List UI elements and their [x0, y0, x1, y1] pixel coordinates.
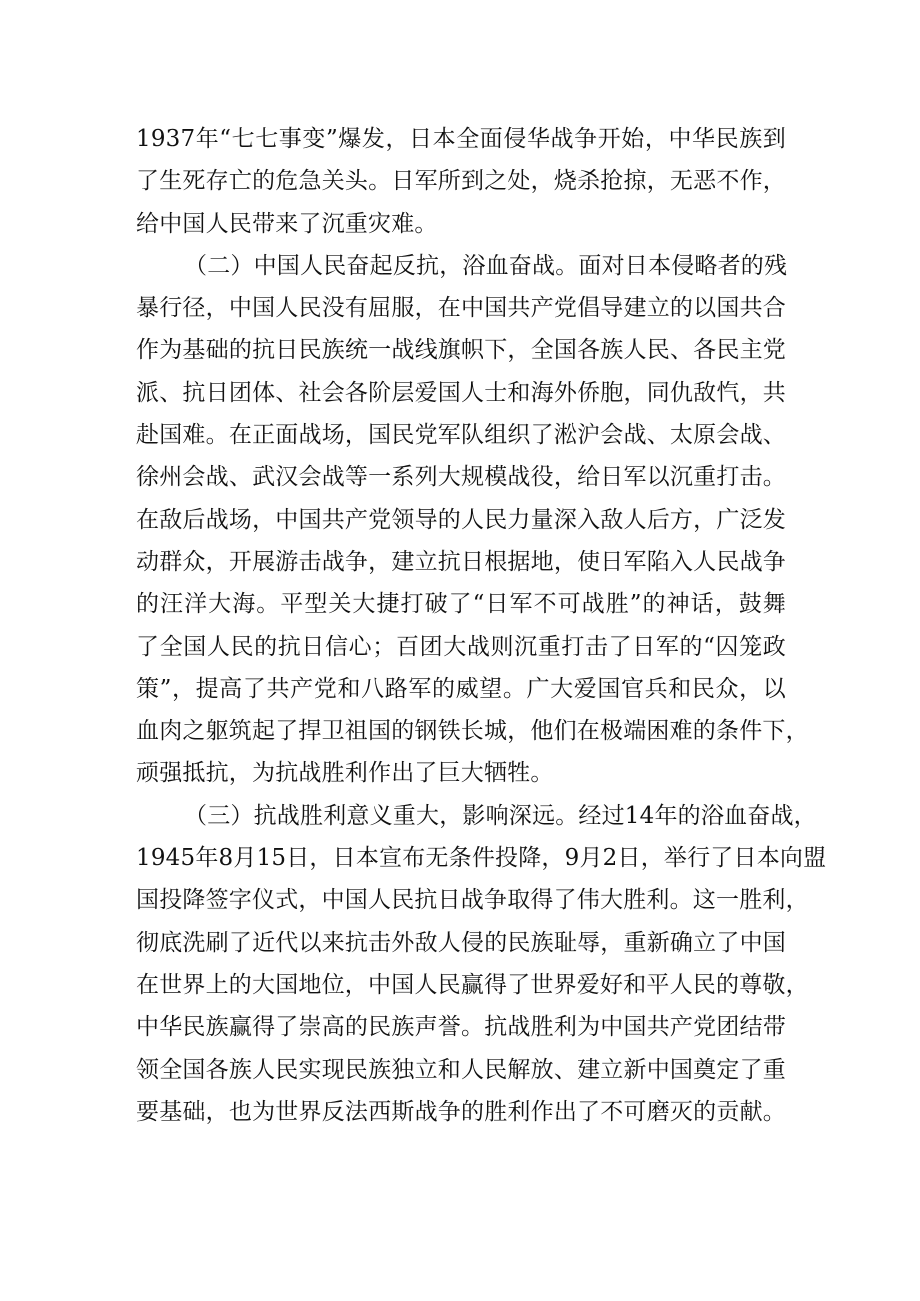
text-line: 作为基础的抗日民族统一战线旗帜下，全国各族人民、各民主党 — [136, 337, 786, 364]
paragraph-3 — [136, 795, 827, 1133]
text-line: 了全国人民的抗日信心；百团大战则沉重打击了日军的“囚笼政 — [136, 633, 786, 660]
text-line: （三）抗战胜利意义重大，影响深远。经过14年的浴血奋战， — [184, 802, 817, 829]
text-line: 顽强抵抗，为抗战胜利作出了巨大牺牲。 — [136, 760, 554, 787]
text-line: 派、抗日团体、社会各阶层爱国人士和海外侨胞，同仇敌忾，共 — [136, 379, 786, 406]
text-line: 国投降签字仪式，中国人民抗日战争取得了伟大胜利。这一胜利， — [136, 887, 809, 914]
text-line: 暴行径，中国人民没有屈服，在中国共产党倡导建立的以国共合 — [136, 295, 786, 322]
text-line: 策”，提高了共产党和八路军的威望。广大爱国官兵和民众，以 — [136, 675, 786, 702]
paragraph-1 — [136, 118, 786, 245]
text-line: 在世界上的大国地位，中国人民赢得了世界爱好和平人民的尊敬， — [136, 971, 809, 998]
text-line: 徐州会战、武汉会战等一系列大规模战役，给日军以沉重打击。 — [136, 464, 786, 491]
text-line: 中华民族赢得了崇高的民族声誉。抗战胜利为中国共产党团结带 — [136, 1014, 786, 1041]
text-line: 彻底洗刷了近代以来抗击外敌人侵的民族耻辱，重新确立了中国 — [136, 929, 786, 956]
text-line: 动群众，开展游击战争，建立抗日根据地，使日军陷入人民战争 — [136, 548, 786, 575]
text-line: 1945年8月15日，日本宣布无条件投降，9月2日，举行了日本向盟 — [136, 845, 827, 872]
text-line: 要基础，也为世界反法西斯战争的胜利作出了不可磨灭的贡献。 — [136, 1098, 786, 1125]
text-line: 血肉之躯筑起了捍卫祖国的钢铁长城，他们在极端困难的条件下， — [136, 718, 809, 745]
text-line: （二）中国人民奋起反抗，浴血奋战。面对日本侵略者的残 — [184, 252, 788, 279]
text-line: 了生死存亡的危急关头。日军所到之处，烧杀抢掠，无恶不作， — [136, 168, 786, 195]
text-line: 给中国人民带来了沉重灾难。 — [136, 210, 438, 237]
text-line: 领全国各族人民实现民族独立和人民解放、建立新中国奠定了重 — [136, 1056, 786, 1083]
text-line: 赴国难。在正面战场，国民党军队组织了淞沪会战、太原会战、 — [136, 422, 786, 449]
text-line: 1937年“七七事变”爆发，日本全面侵华战争开始，中华民族到 — [136, 126, 786, 152]
body-text — [136, 118, 827, 1133]
paragraph-2 — [136, 245, 809, 795]
text-line: 的汪洋大海。平型关大捷打破了“日军不可战胜”的神话，鼓舞 — [136, 591, 786, 618]
text-line: 在敌后战场，中国共产党领导的人民力量深入敌人后方，广泛发 — [136, 506, 786, 533]
